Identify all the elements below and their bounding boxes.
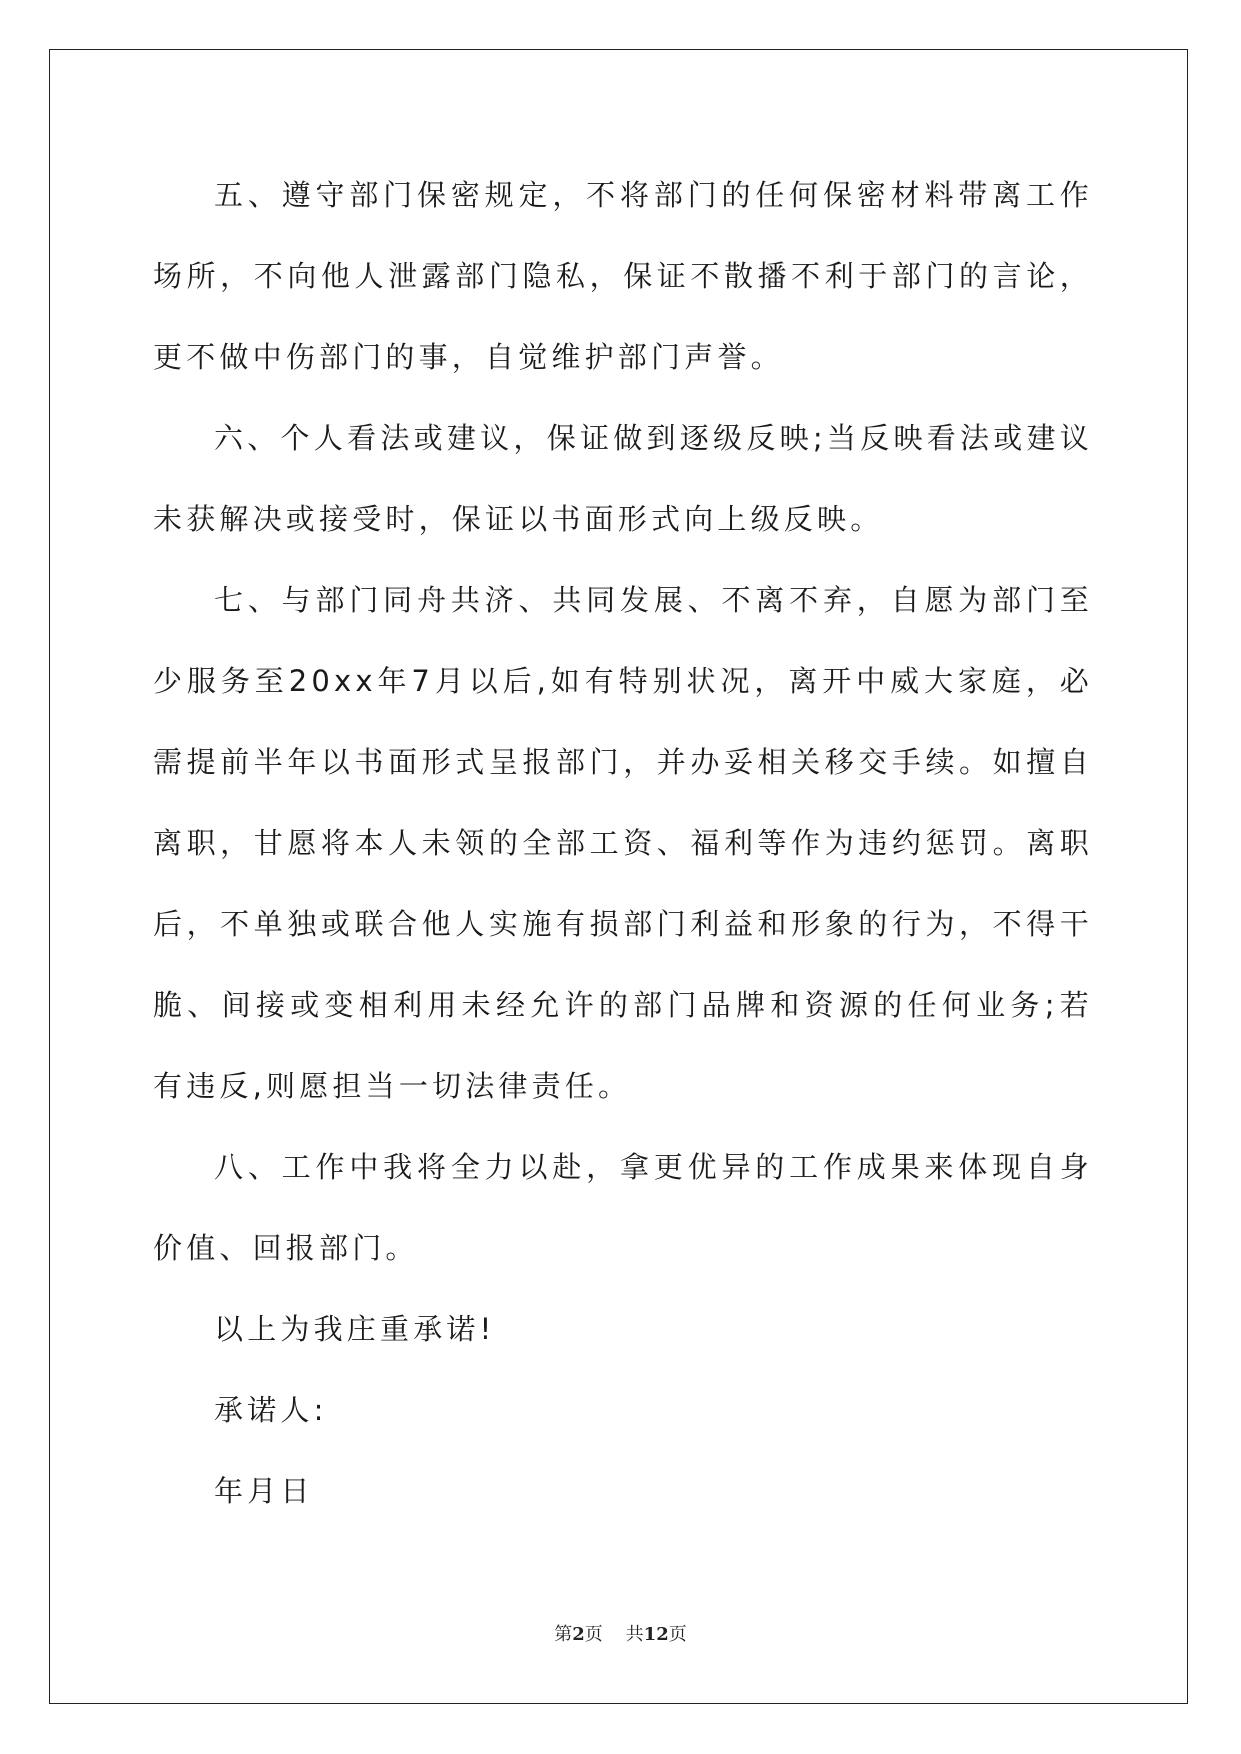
page-suffix: 页 bbox=[584, 1624, 603, 1645]
total-suffix: 页 bbox=[668, 1624, 687, 1645]
paragraph-seven: 七、与部门同舟共济、共同发展、不离不弃，自愿为部门至少服务至20xx年7月以后,如有特别状况，离开中威大家庭，必需提前半年以书面形式呈报部门，并办妥相关移交手续。如擅自离职，甘愿将本人未领的全部工资、福利等作为违约惩罚。离职后，不单独或联合他人实施有损部门利益和形象的行为，不得干脆、间接或变相利用未经允许的部门品牌和资源的任何业务;若有违反,则愿担当一切法律责任。 bbox=[153, 583, 1093, 1103]
date-label: 年月日 bbox=[214, 1474, 314, 1508]
page-footer bbox=[0, 1620, 1241, 1646]
closing-statement: 以上为我庄重承诺! bbox=[214, 1312, 496, 1346]
signatory-label: 承诺人: bbox=[214, 1393, 328, 1427]
paragraph-six: 六、个人看法或建议，保证做到逐级反映;当反映看法或建议未获解决或接受时，保证以书面形式向上级反映。 bbox=[153, 421, 1093, 536]
paragraph-five: 五、遵守部门保密规定，不将部门的任何保密材料带离工作场所，不向他人泄露部门隐私，保证不散播不利于部门的言论，更不做中伤部门的事，自觉维护部门声誉。 bbox=[153, 178, 1093, 374]
total-prefix: 共 bbox=[625, 1624, 644, 1645]
total-pages-number: 12 bbox=[643, 1624, 669, 1645]
page-prefix: 第 bbox=[554, 1624, 573, 1645]
paragraph-eight: 八、工作中我将全力以赴，拿更优异的工作成果来体现自身价值、回报部门。 bbox=[153, 1150, 1093, 1265]
document-body bbox=[153, 155, 1093, 1532]
current-page-number: 2 bbox=[572, 1624, 585, 1645]
